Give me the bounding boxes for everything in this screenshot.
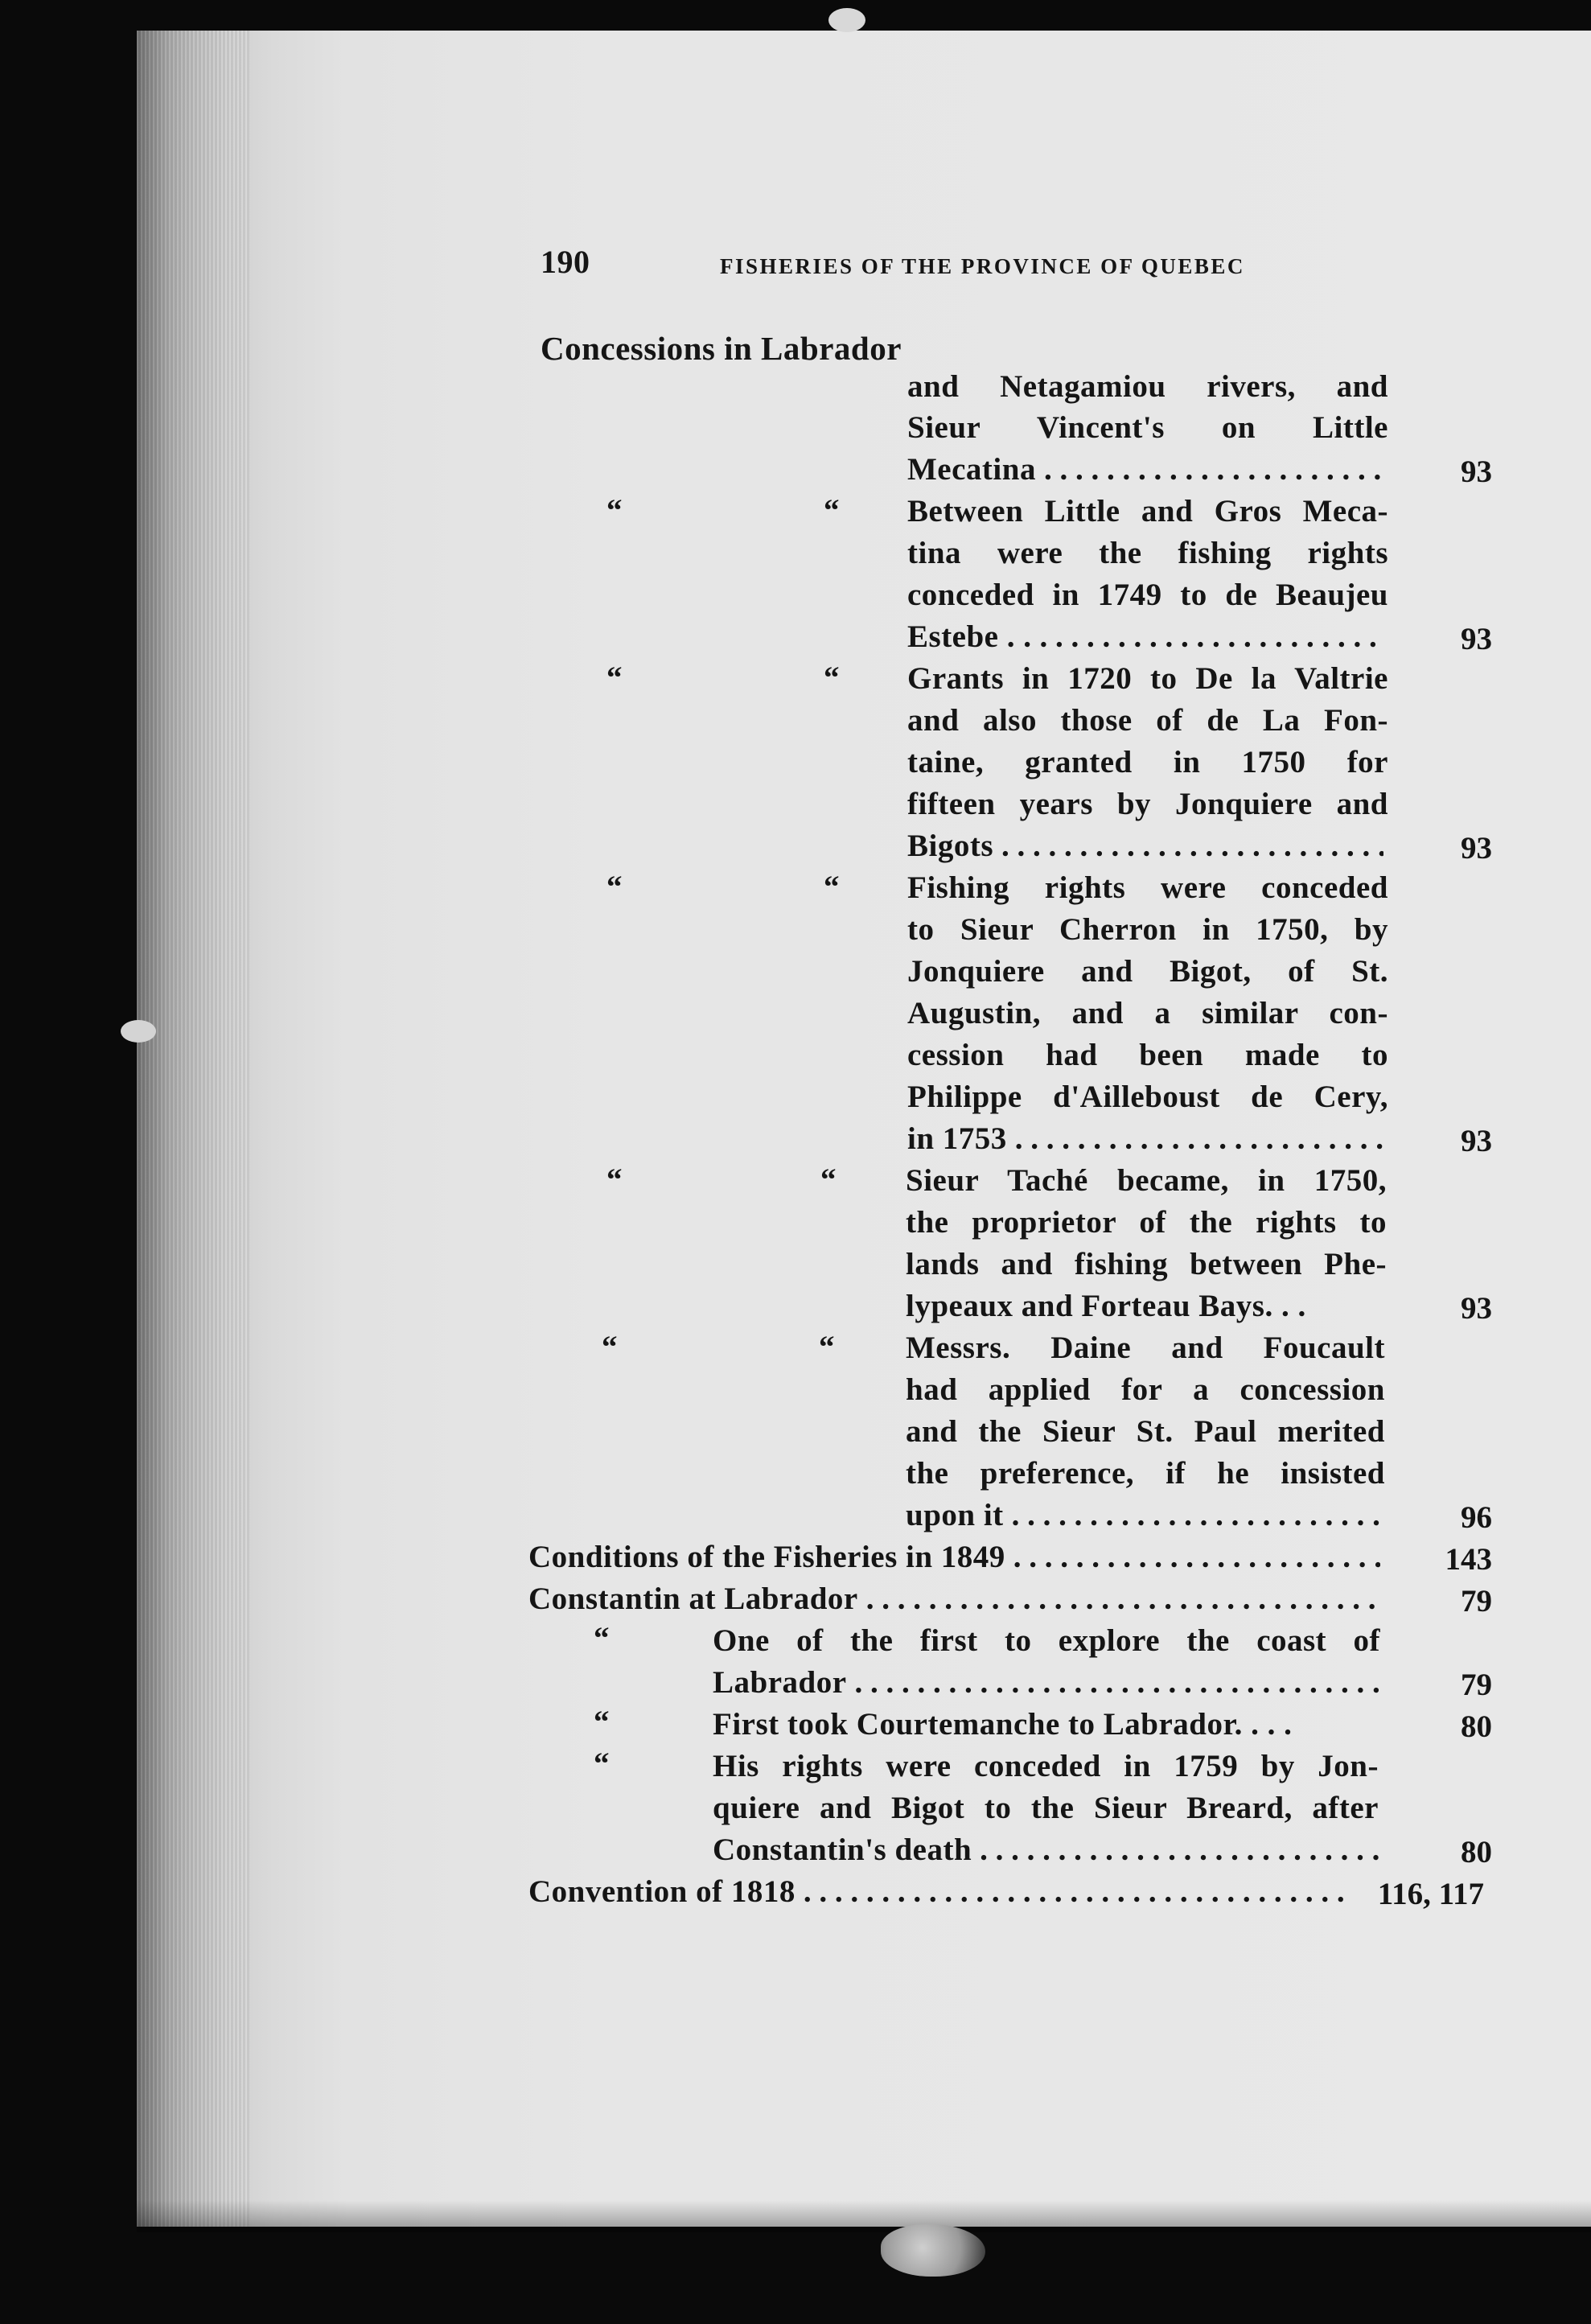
page-reference: 93 <box>1461 622 1492 656</box>
entry-line: Sieur Taché became, in 1750, <box>906 1163 1387 1198</box>
entry-line-text: Constantin's death <box>713 1832 972 1867</box>
page-reference: 116, 117 <box>1377 1877 1484 1911</box>
entry-line: the proprietor of the rights to <box>906 1205 1387 1240</box>
entry-heading: Concessions in Labrador <box>541 330 902 367</box>
entry-line: had applied for a concession <box>906 1372 1385 1407</box>
page-reference: 80 <box>1461 1709 1492 1744</box>
entry-line-text: Mecatina <box>907 452 1036 487</box>
entry-line-text: upon it <box>906 1498 1004 1532</box>
entry-line: Grants in 1720 to De la Valtrie <box>907 661 1388 696</box>
page-reference: 80 <box>1461 1835 1492 1869</box>
dot-leader <box>1013 1541 1380 1573</box>
ditto-mark: “ <box>820 1162 837 1197</box>
index-entry <box>528 1541 1385 1573</box>
entry-line: Messrs. Daine and Foucault <box>906 1331 1385 1365</box>
scan-artifact-top <box>828 8 865 32</box>
dot-leader <box>1040 621 1384 652</box>
entry-line: and also those of de La Fon- <box>907 703 1388 738</box>
entry-line: His rights were conceded in 1759 by Jon- <box>713 1749 1379 1783</box>
page-reference: 96 <box>1461 1500 1492 1535</box>
entry-line: Jonquiere and Bigot, of St. <box>907 954 1388 989</box>
entry-line: quiere and Bigot to the Sieur Breard, after <box>713 1791 1379 1825</box>
entry-line: taine, granted in 1750 for <box>907 745 1388 779</box>
entry-line: Fishing rights were conceded <box>907 870 1388 905</box>
entry-text: Conditions of the Fisheries in 1849 <box>528 1540 1005 1574</box>
dot-leader <box>980 1834 1380 1865</box>
ditto-mark: “ <box>606 493 623 528</box>
entry-line: Sieur Vincent's on Little <box>907 410 1388 445</box>
entry-line-text: Estebe . . <box>907 619 1032 654</box>
entry-line: Philippe d'Ailleboust de Cery, <box>907 1080 1388 1114</box>
entry-line: fifteen years by Jonquiere and <box>907 787 1388 821</box>
scan-artifact-left <box>121 1020 156 1043</box>
index-entry <box>528 1876 1349 1907</box>
entry-line: lands and fishing between Phe- <box>906 1247 1387 1281</box>
page-reference: 143 <box>1445 1542 1492 1577</box>
dot-leader <box>1012 1499 1380 1531</box>
entry-line-last: lypeaux and Forteau Bays. . . <box>906 1289 1306 1323</box>
dot-leader <box>1001 830 1383 862</box>
entry-line: tina were the fishing rights <box>907 536 1388 570</box>
entry-line-with-leader <box>713 1667 1385 1698</box>
entry-text: Constantin at Labrador <box>528 1582 858 1616</box>
entry-line-with-leader <box>907 1123 1388 1154</box>
entry-line-text: Bigots <box>907 829 994 863</box>
ditto-mark: “ <box>824 870 840 904</box>
page-reference: 79 <box>1461 1584 1492 1619</box>
entry-line-with-leader <box>713 1834 1385 1865</box>
entry-text: Convention of 1818 <box>528 1874 796 1909</box>
ditto-mark: “ <box>594 1705 610 1739</box>
dot-leader <box>1015 1123 1383 1154</box>
entry-line: Augustin, and a similar con- <box>907 996 1388 1030</box>
ditto-mark: “ <box>824 493 840 528</box>
index-entry <box>528 1583 1385 1614</box>
entry-line-last: First took Courtemanche to Labrador. . . . <box>713 1707 1293 1742</box>
entry-line: One of the first to explore the coast of <box>713 1623 1380 1658</box>
ditto-mark: “ <box>606 660 623 695</box>
ditto-mark: “ <box>819 1330 835 1364</box>
page-reference: 93 <box>1461 831 1492 866</box>
entry-line: and Netagamiou rivers, and <box>907 369 1388 404</box>
ditto-mark: “ <box>594 1746 610 1781</box>
ditto-mark: “ <box>602 1330 618 1364</box>
page-reference: 79 <box>1461 1668 1492 1702</box>
entry-line-with-leader <box>907 830 1388 862</box>
entry-line: Between Little and Gros Meca- <box>907 494 1388 529</box>
entry-line-with-leader <box>907 621 1388 652</box>
entry-line: to Sieur Cherron in 1750, by <box>907 912 1388 947</box>
entry-line: and the Sieur St. Paul merited <box>906 1414 1385 1449</box>
page-reference: 93 <box>1461 455 1492 489</box>
ditto-mark: “ <box>594 1621 610 1656</box>
ditto-mark: “ <box>606 1162 623 1197</box>
dot-leader <box>1044 454 1383 485</box>
entry-line-text: Labrador <box>713 1665 847 1700</box>
ditto-mark: “ <box>606 870 623 904</box>
running-title: FISHERIES OF THE PROVINCE OF QUEBEC <box>720 254 1245 278</box>
entry-line-text: in 1753 <box>907 1121 1007 1156</box>
page-reference: 93 <box>1461 1291 1492 1326</box>
entry-line-with-leader <box>907 454 1388 485</box>
page-reference: 93 <box>1461 1124 1492 1158</box>
entry-line-with-leader <box>906 1499 1385 1531</box>
page-number: 190 <box>541 244 590 280</box>
dot-leader <box>866 1583 1380 1614</box>
entry-line: the preference, if he insisted <box>906 1456 1385 1491</box>
scan-artifact-bottom <box>881 2224 985 2277</box>
entry-line: conceded in 1749 to de Beaujeu <box>907 578 1388 612</box>
page-bottom-shadow <box>137 2200 1591 2232</box>
ditto-mark: “ <box>824 660 840 695</box>
entry-line: cession had been made to <box>907 1038 1388 1072</box>
dot-leader <box>804 1876 1344 1907</box>
dot-leader <box>855 1667 1380 1698</box>
